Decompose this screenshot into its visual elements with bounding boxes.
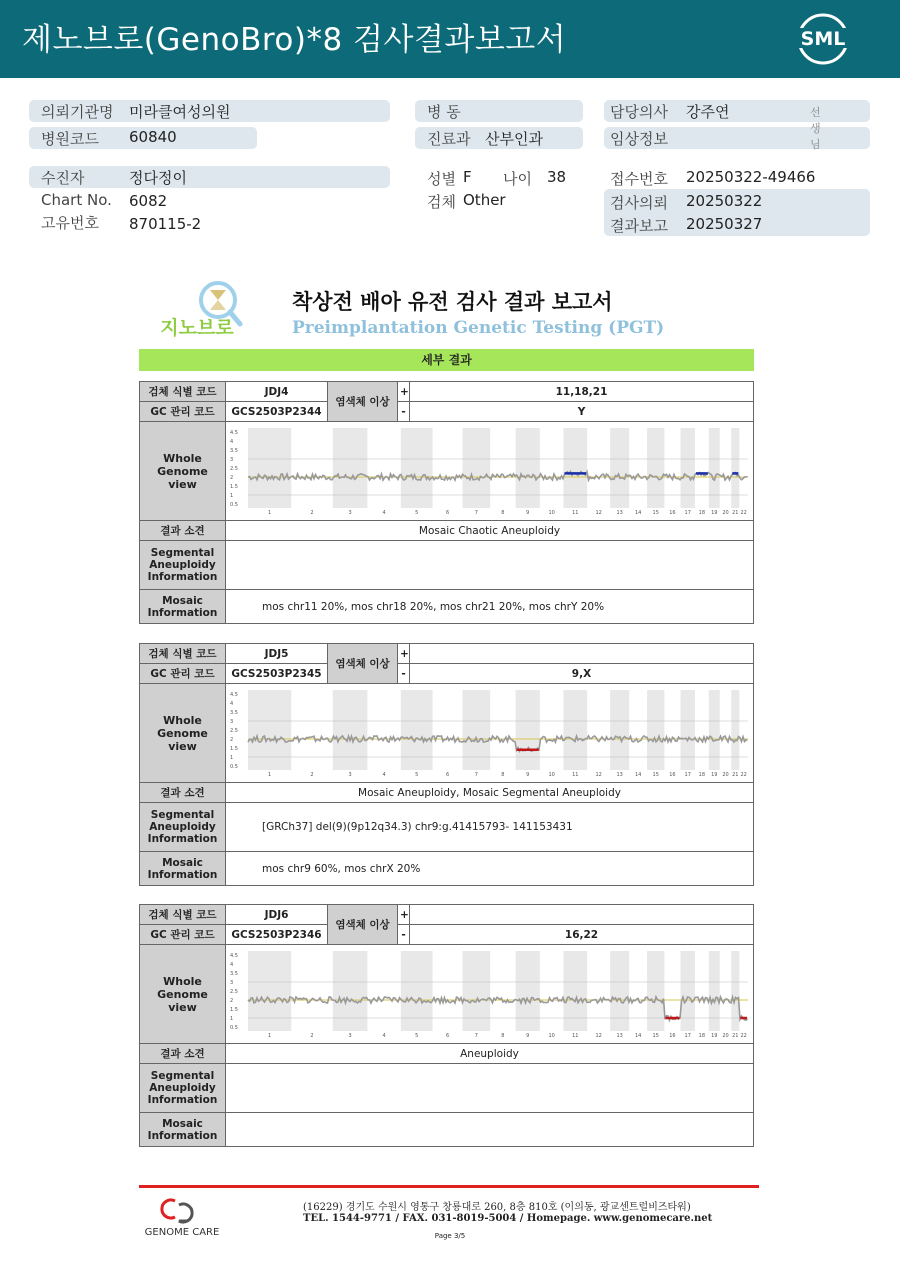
x-tick-label: 7 <box>474 1033 478 1039</box>
gain-chromosomes: 11,18,21 <box>410 382 754 402</box>
result-report-label: 결과보고 <box>610 217 668 235</box>
doctor-suffix: 선생님 <box>810 106 821 151</box>
x-tick-label: 20 <box>722 510 729 516</box>
x-tick-label: 3 <box>348 1033 352 1039</box>
contact-line: TEL. 1544-9771 / FAX. 031-8019-5004 / Homepage. www.genomecare.net <box>303 1213 713 1224</box>
y-tick-label: 2.5 <box>230 989 238 995</box>
x-tick-label: 22 <box>740 510 747 516</box>
chromosome-band <box>610 690 629 770</box>
x-tick-label: 8 <box>501 1033 505 1039</box>
chromosome-band <box>709 690 720 770</box>
chart-label: Chart No. <box>41 191 112 209</box>
x-tick-label: 4 <box>382 510 386 516</box>
svg-text:GENOME CARE: GENOME CARE <box>144 1227 220 1238</box>
gc-code-value: GCS2503P2344 <box>226 402 328 422</box>
hospital-code-value: 60840 <box>129 128 177 146</box>
x-tick-label: 22 <box>740 772 747 778</box>
copy-number-trace <box>248 472 748 481</box>
y-tick-label: 1.5 <box>230 484 238 490</box>
chromosome-band <box>610 428 629 508</box>
patient-value: 정다정이 <box>129 169 187 187</box>
chromosome-band <box>463 690 491 770</box>
loss-chromosomes: Y <box>410 402 754 422</box>
gc-code-value: GCS2503P2345 <box>226 664 328 684</box>
x-tick-label: 10 <box>548 1033 555 1039</box>
whole-genome-plot <box>228 947 751 1041</box>
x-tick-label: 2 <box>310 1033 314 1039</box>
unique-label: 고유번호 <box>41 214 99 232</box>
result-report-value: 20250327 <box>686 215 763 233</box>
ward-label: 병 동 <box>427 103 461 121</box>
x-tick-label: 13 <box>616 510 623 516</box>
sample-id-value: JDJ4 <box>226 382 328 402</box>
x-tick-label: 3 <box>348 772 352 778</box>
x-tick-label: 10 <box>548 510 555 516</box>
x-tick-label: 1 <box>268 1033 272 1039</box>
minus-sign: - <box>398 664 410 684</box>
x-tick-label: 19 <box>711 772 718 778</box>
y-tick-label: 2.5 <box>230 728 238 734</box>
genobro-logo <box>140 278 255 340</box>
x-tick-label: 8 <box>501 772 505 778</box>
sample-id-label: 검체 식별 코드 <box>140 382 226 402</box>
mosaic-value <box>226 1113 754 1147</box>
chromosome-band <box>681 690 695 770</box>
chart-value: 6082 <box>129 192 168 210</box>
chromosome-band <box>248 951 291 1031</box>
y-tick-label: 1.5 <box>230 746 238 752</box>
mosaic-label: Mosaic Information <box>140 1113 226 1147</box>
gc-code-value: GCS2503P2346 <box>226 925 328 945</box>
x-tick-label: 16 <box>669 510 676 516</box>
x-tick-label: 18 <box>698 510 706 516</box>
x-tick-label: 7 <box>474 510 478 516</box>
chromosome-band <box>731 428 739 508</box>
x-tick-label: 11 <box>572 1033 579 1039</box>
segmental-label: Segmental Aneuploidy Information <box>140 1064 226 1113</box>
x-tick-label: 18 <box>698 1033 706 1039</box>
mosaic-label: Mosaic Information <box>140 590 226 624</box>
copy-number-trace <box>248 736 748 751</box>
whole-genome-plot <box>228 686 751 780</box>
y-tick-label: 4 <box>230 701 234 707</box>
department-value: 산부인과 <box>485 130 543 148</box>
y-tick-label: 0.5 <box>230 764 238 770</box>
plus-sign: + <box>398 644 410 664</box>
segmental-value <box>226 541 754 590</box>
chromosome-band <box>401 690 433 770</box>
chromosome-band <box>333 428 368 508</box>
plus-sign: + <box>398 905 410 925</box>
whole-genome-label: Whole Genome view <box>140 945 226 1044</box>
gc-code-label: GC 관리 코드 <box>140 925 226 945</box>
y-tick-label: 4.5 <box>230 692 238 698</box>
receipt-label: 접수번호 <box>610 170 668 188</box>
x-tick-label: 4 <box>382 772 386 778</box>
y-tick-label: 3 <box>230 457 234 463</box>
x-tick-label: 9 <box>526 772 530 778</box>
institution-value: 미라클여성의원 <box>129 103 231 121</box>
chromosome-band <box>563 428 587 508</box>
y-tick-label: 4.5 <box>230 430 238 436</box>
x-tick-label: 4 <box>382 1033 386 1039</box>
segmental-value <box>226 1064 754 1113</box>
loss-chromosomes: 9,X <box>410 664 754 684</box>
chromosome-band <box>401 428 433 508</box>
findings-label: 결과 소견 <box>140 1044 226 1064</box>
y-tick-label: 1.5 <box>230 1007 238 1013</box>
findings-value: Aneuploidy <box>226 1044 754 1064</box>
x-tick-label: 11 <box>572 772 579 778</box>
x-tick-label: 19 <box>711 510 718 516</box>
y-tick-label: 1 <box>230 755 234 761</box>
minus-sign: - <box>398 402 410 422</box>
chromosome-band <box>731 951 739 1031</box>
y-tick-label: 2 <box>230 737 234 743</box>
x-tick-label: 17 <box>684 510 691 516</box>
sample-result-jdj5 <box>139 643 754 886</box>
findings-value: Mosaic Chaotic Aneuploidy <box>226 521 754 541</box>
x-tick-label: 2 <box>310 772 314 778</box>
chrom-abnormality-label: 염색체 이상 <box>328 382 398 422</box>
x-tick-label: 14 <box>634 772 642 778</box>
hospital-code-label: 병원코드 <box>41 130 99 148</box>
chromosome-band <box>516 690 540 770</box>
x-tick-label: 9 <box>526 510 530 516</box>
x-tick-label: 6 <box>445 1033 450 1039</box>
chromosome-band <box>681 951 695 1031</box>
gain-chromosomes <box>410 905 754 925</box>
x-tick-label: 2 <box>310 510 314 516</box>
gc-code-label: GC 관리 코드 <box>140 664 226 684</box>
age-label: 나이 <box>503 170 532 188</box>
x-tick-label: 1 <box>268 772 272 778</box>
segmental-value: [GRCh37] del(9)(9p12q34.3) chr9:g.41415793- 141153431 <box>226 803 754 852</box>
segmental-label: Segmental Aneuploidy Information <box>140 541 226 590</box>
x-tick-label: 13 <box>616 772 623 778</box>
chromosome-band <box>248 690 291 770</box>
institution-label: 의뢰기관명 <box>41 103 114 121</box>
gc-code-label: GC 관리 코드 <box>140 402 226 422</box>
sample-id-value: JDJ6 <box>226 905 328 925</box>
x-tick-label: 9 <box>526 1033 530 1039</box>
y-tick-label: 3.5 <box>230 448 238 454</box>
test-request-label: 검사의뢰 <box>610 194 668 212</box>
y-tick-label: 2 <box>230 475 234 481</box>
chromosome-band <box>401 951 433 1031</box>
x-tick-label: 20 <box>722 772 729 778</box>
y-tick-label: 2 <box>230 998 234 1004</box>
doctor-label: 담당의사 <box>610 103 668 121</box>
x-tick-label: 5 <box>415 1033 419 1039</box>
x-tick-label: 15 <box>652 1033 659 1039</box>
y-tick-label: 0.5 <box>230 1025 238 1031</box>
sample-id-label: 검체 식별 코드 <box>140 644 226 664</box>
whole-genome-label: Whole Genome view <box>140 422 226 521</box>
chromosome-band <box>333 690 368 770</box>
x-tick-label: 17 <box>684 772 691 778</box>
y-tick-label: 4 <box>230 439 234 445</box>
x-tick-label: 20 <box>722 1033 729 1039</box>
gain-chromosomes <box>410 644 754 664</box>
x-tick-label: 22 <box>740 1033 747 1039</box>
chromosome-band <box>333 951 368 1031</box>
chrom-abnormality-label: 염색체 이상 <box>328 905 398 945</box>
specimen-value: Other <box>463 191 506 209</box>
detail-results-header: 세부 결과 <box>139 349 754 371</box>
clinical-info-label: 임상정보 <box>610 130 668 148</box>
x-tick-label: 8 <box>501 510 505 516</box>
age-value: 38 <box>547 168 567 186</box>
chromosome-band <box>463 428 491 508</box>
x-tick-label: 17 <box>684 1033 691 1039</box>
x-tick-label: 12 <box>595 1033 602 1039</box>
x-tick-label: 14 <box>634 510 642 516</box>
chromosome-band <box>681 428 695 508</box>
address-line: (16229) 경기도 수원시 영통구 창룡대로 260, 8층 810호 (이의동, 광교센트럴비즈타워) <box>303 1202 691 1213</box>
x-tick-label: 19 <box>711 1033 718 1039</box>
x-tick-label: 7 <box>474 772 478 778</box>
x-tick-label: 15 <box>652 772 659 778</box>
chromosome-band <box>563 690 587 770</box>
chrom-abnormality-label: 염색체 이상 <box>328 644 398 684</box>
x-tick-label: 21 <box>732 510 739 516</box>
sml-logo <box>790 12 856 66</box>
sample-result-jdj4 <box>139 381 754 624</box>
x-tick-label: 16 <box>669 1033 676 1039</box>
receipt-value: 20250322-49466 <box>686 168 816 186</box>
x-tick-label: 10 <box>548 772 555 778</box>
segmental-label: Segmental Aneuploidy Information <box>140 803 226 852</box>
whole-genome-plot <box>228 424 751 518</box>
y-tick-label: 4 <box>230 962 234 968</box>
footer-divider <box>139 1185 759 1188</box>
chromosome-band <box>647 951 664 1031</box>
x-tick-label: 15 <box>652 510 659 516</box>
test-request-value: 20250322 <box>686 192 763 210</box>
sex-value: F <box>463 168 472 186</box>
y-tick-label: 2.5 <box>230 466 238 472</box>
findings-value: Mosaic Aneuploidy, Mosaic Segmental Aneuploidy <box>226 783 754 803</box>
chromosome-band <box>563 951 587 1031</box>
footer-address <box>303 1198 712 1224</box>
x-tick-label: 11 <box>572 510 579 516</box>
x-tick-label: 6 <box>445 510 450 516</box>
y-tick-label: 1 <box>230 493 234 499</box>
chromosome-band <box>709 428 720 508</box>
x-tick-label: 16 <box>669 772 676 778</box>
x-tick-label: 13 <box>616 1033 623 1039</box>
sample-id-label: 검체 식별 코드 <box>140 905 226 925</box>
x-tick-label: 14 <box>634 1033 642 1039</box>
sex-label: 성별 <box>427 170 456 188</box>
chromosome-band <box>516 951 540 1031</box>
chromosome-band <box>647 690 664 770</box>
sample-id-value: JDJ5 <box>226 644 328 664</box>
minus-sign: - <box>398 925 410 945</box>
findings-label: 결과 소견 <box>140 783 226 803</box>
whole-genome-label: Whole Genome view <box>140 684 226 783</box>
report-title: 제노브로(GenoBro)*8 검사결과보고서 <box>22 22 567 58</box>
x-tick-label: 12 <box>595 510 602 516</box>
svg-text:SML: SML <box>800 28 846 50</box>
x-tick-label: 21 <box>732 1033 739 1039</box>
y-tick-label: 3.5 <box>230 971 238 977</box>
y-tick-label: 0.5 <box>230 502 238 508</box>
y-tick-label: 3.5 <box>230 710 238 716</box>
x-tick-label: 5 <box>415 510 419 516</box>
y-tick-label: 3 <box>230 719 234 725</box>
department-label: 진료과 <box>427 130 471 148</box>
patient-label: 수진자 <box>41 169 85 187</box>
x-tick-label: 12 <box>595 772 602 778</box>
chromosome-band <box>516 428 540 508</box>
pgt-title-english: Preimplantation Genetic Testing (PGT) <box>292 318 665 338</box>
y-tick-label: 1 <box>230 1016 234 1022</box>
chromosome-band <box>647 428 664 508</box>
unique-value: 870115-2 <box>129 215 202 233</box>
chromosome-band <box>709 951 720 1031</box>
specimen-label: 검체 <box>427 193 456 211</box>
y-tick-label: 4.5 <box>230 953 238 959</box>
svg-text:지노브로: 지노브로 <box>160 317 234 339</box>
header-banner <box>0 0 900 78</box>
x-tick-label: 6 <box>445 772 450 778</box>
x-tick-label: 1 <box>268 510 272 516</box>
mosaic-label: Mosaic Information <box>140 852 226 886</box>
y-tick-label: 3 <box>230 980 234 986</box>
plus-sign: + <box>398 382 410 402</box>
page-number: Page 3/5 <box>434 1232 466 1240</box>
loss-chromosomes: 16,22 <box>410 925 754 945</box>
chromosome-band <box>731 690 739 770</box>
chromosome-band <box>248 428 291 508</box>
x-tick-label: 18 <box>698 772 706 778</box>
x-tick-label: 21 <box>732 772 739 778</box>
sample-result-jdj6 <box>139 904 754 1147</box>
mosaic-value: mos chr9 60%, mos chrX 20% <box>226 852 754 886</box>
doctor-value: 강주연 <box>686 103 730 121</box>
mosaic-value: mos chr11 20%, mos chr18 20%, mos chr21 20%, mos chrY 20% <box>226 590 754 624</box>
x-tick-label: 5 <box>415 772 419 778</box>
findings-label: 결과 소견 <box>140 521 226 541</box>
chromosome-band <box>610 951 629 1031</box>
chromosome-band <box>463 951 491 1031</box>
pgt-title-korean: 착상전 배아 유전 검사 결과 보고서 <box>292 290 613 314</box>
x-tick-label: 3 <box>348 510 352 516</box>
